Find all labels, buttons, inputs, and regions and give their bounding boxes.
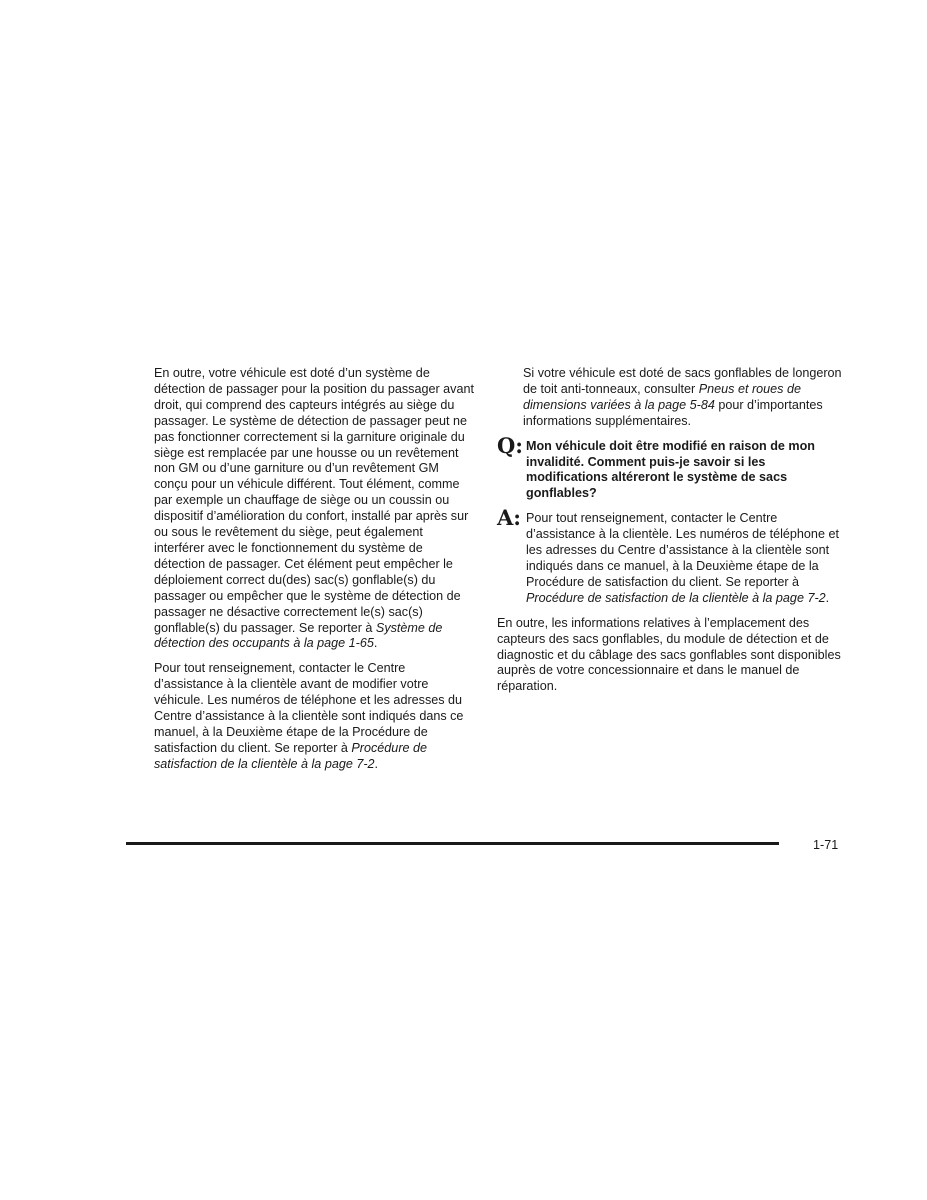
cross-reference-link[interactable]: Procédure de satisfaction de la clientèle à la page 7-2 xyxy=(154,740,428,771)
footer-rule xyxy=(126,842,779,845)
paragraph-text: Si votre véhicule est doté de sacs gonflables de longeron de toit anti-tonneaux, consulter xyxy=(523,366,842,396)
answer-text: Pour tout renseignement, contacter le Centre d’assistance à la clientèle. Les numéros de téléphone et les adresses du Centre d’assistance à la clientèle sont indiqués dans ce manuel, à la Deuxième étape de la Procédure de satisfaction du client. Se reporter à xyxy=(526,511,839,589)
paragraph-end: . xyxy=(374,756,379,771)
answer-block xyxy=(497,505,842,606)
page-number: 1-71 xyxy=(813,838,839,852)
paragraph-sensor-locations: En outre, les informations relatives à l’emplacement des capteurs des sacs gonflables, du module de détection et de diagnostic et du câblage des sacs gonflables sont disponibles auprès de votre concessionnaire et dans le manuel de réparation. xyxy=(497,615,841,694)
left-column xyxy=(154,366,476,782)
paragraph-roof-rail-airbags xyxy=(497,366,842,430)
paragraph-text: En outre, votre véhicule est doté d’un système de détection de passager pour la position du passager avant droit, qui comprend des capteurs intégrés au siège du passager. Le système de détection de passager peut ne pas fonctionner correctement si la garniture originale du siège est remplacée par une housse ou un revêtement non GM ou d’une garniture ou d’un revêtement GM conçu pour un véhicule différent. Tout élément, comme par exemple un chauffage de siège ou un coussin ou dispositif d’amélioration du confort, installé par après sur ou sous le revêtement du siège, peut également interférer avec le fonctionnement du système de détection de passager. Cet élément peut empêcher le déploiement correct du(des) sac(s) gonflable(s) du passager ou empêcher que le système de détection de passager ne désactive correctement le(s) sac(s) gonflable(s) du passager. Se reporter à xyxy=(154,366,474,635)
paragraph-occupant-sensing xyxy=(154,366,476,652)
paragraph-contact-assistance xyxy=(154,661,476,772)
answer-end: . xyxy=(825,590,830,605)
cross-reference-link[interactable]: Système de détection des occupants à la page 1-65 xyxy=(154,620,443,651)
cross-reference-link[interactable]: Pneus et roues de dimensions variées à la page 5-84 xyxy=(523,381,801,412)
cross-reference-link[interactable]: Procédure de satisfaction de la clientèle à la page 7-2 xyxy=(526,590,826,605)
right-column xyxy=(497,366,842,704)
question-block xyxy=(497,432,842,503)
answer-marker: A: xyxy=(497,505,522,531)
paragraph-end: pour d’importantes informations supplémentaires. xyxy=(523,397,823,428)
question-text: Mon véhicule doit être modifié en raison de mon invalidité. Comment puis-je savoir si les modifications altéreront le système de sacs gonflables? xyxy=(526,438,815,501)
paragraph-end: . xyxy=(373,636,378,651)
question-marker: Q: xyxy=(497,432,524,458)
paragraph-text: Pour tout renseignement, contacter le Centre d’assistance à la clientèle avant de modifier votre véhicule. Les numéros de téléphone et les adresses du Centre d’assistance à la clientèle sont indiqués dans ce manuel, à la Deuxième étape de la Procédure de satisfaction du client. Se reporter à xyxy=(154,661,464,755)
